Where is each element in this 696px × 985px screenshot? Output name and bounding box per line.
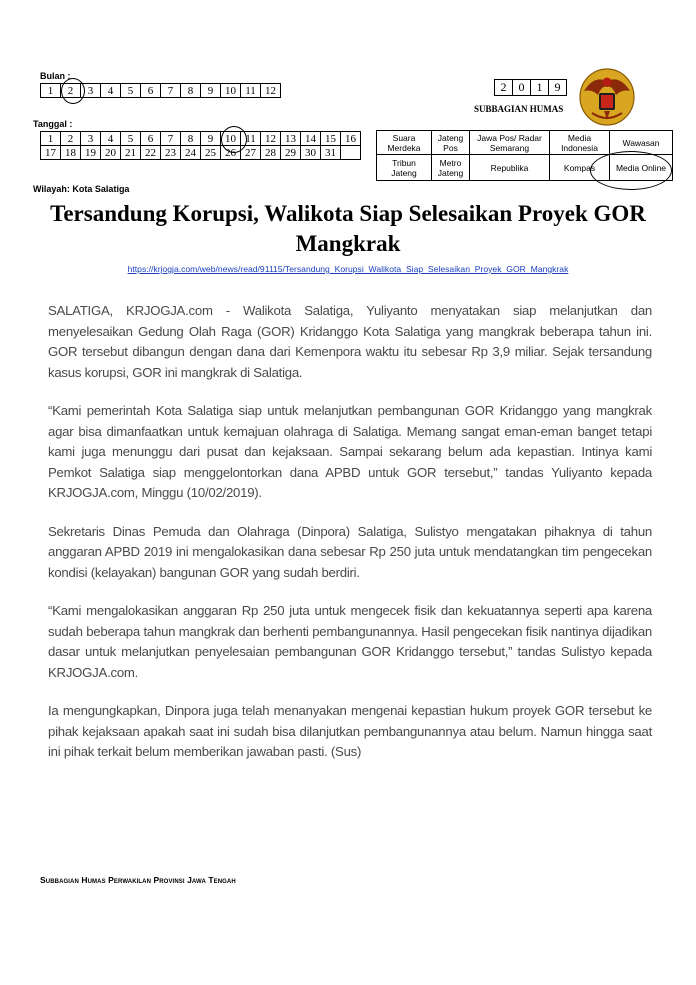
month-cell: 5 — [121, 84, 141, 98]
media-cell: Kompas — [550, 155, 610, 181]
article-title: Tersandung Korupsi, Walikota Siap Selesaikan Proyek GOR Mangkrak — [50, 201, 646, 256]
article-paragraph: Sekretaris Dinas Pemuda dan Olahraga (Dinpora) Salatiga, Sulistyo mengatakan pihaknya di tahun anggaran APBD 2019 ini mengalokasikan dana sebesar Rp 250 juta untuk mendatangkan tim pengecekan kondisi (kelayakan) bangunan GOR yang sudah berdiri. — [48, 523, 652, 580]
date-cell: 3 — [81, 132, 101, 146]
date-cell: 8 — [181, 132, 201, 146]
year-digit: 2 — [495, 80, 513, 96]
month-cell: 9 — [201, 84, 221, 98]
date-cell: 18 — [61, 146, 81, 160]
month-cell: 6 — [141, 84, 161, 98]
media-cell: Media Online — [610, 155, 673, 181]
date-cell: 30 — [301, 146, 321, 160]
selected-date-circle — [221, 126, 247, 153]
date-cell: 10 — [221, 132, 241, 146]
date-cell: 25 — [201, 146, 221, 160]
article-paragraph: Ia mengungkapkan, Dinpora juga telah menanyakan mengenai kepastian hukum proyek GOR tersebut ke pihak kejaksaan apakah saat ini sudah bisa dilanjutkan pembangunannya atau belum. Namun hingga saat ini pihak terkait belum memberikan jawaban pasti. (Sus) — [48, 703, 652, 759]
date-cell: 19 — [81, 146, 101, 160]
date-cell: 12 — [261, 132, 281, 146]
year-digit: 0 — [513, 80, 531, 96]
media-cell: Wawasan — [610, 131, 673, 155]
date-cell: 26 — [221, 146, 241, 160]
date-cell: 21 — [121, 146, 141, 160]
date-cell: 13 — [281, 132, 301, 146]
footer-text: Subbagian Humas Perwakilan Provinsi Jawa Tengah — [40, 875, 236, 885]
date-cell: 29 — [281, 146, 301, 160]
date-cell: 14 — [301, 132, 321, 146]
selected-media-circle — [590, 151, 672, 190]
date-cell: 22 — [141, 146, 161, 160]
media-cell: Jawa Pos/ Radar Semarang — [470, 131, 550, 155]
date-cell: 17 — [41, 146, 61, 160]
date-cell: 27 — [241, 146, 261, 160]
year-digit: 1 — [531, 80, 549, 96]
month-cell: 3 — [81, 84, 101, 98]
month-cell: 12 — [261, 84, 281, 98]
bulan-label: Bulan : — [40, 71, 71, 81]
date-cell: 31 — [321, 146, 341, 160]
date-cell: 6 — [141, 132, 161, 146]
media-cell: Media Indonesia — [550, 131, 610, 155]
date-cell — [341, 146, 361, 160]
date-cell: 4 — [101, 132, 121, 146]
article-paragraph: “Kami pemerintah Kota Salatiga siap untuk melanjutkan pembangunan GOR Kridanggo yang mangkrak agar bisa dimanfaatkan untuk kemajuan olahraga di Salatiga. Memang sangat eman-eman banget tetapi kami juga menunggu dari pusat dan kejaksaan. Sampai sekarang belum ada kepastian. Intinya kami Pemkot Salatiga siap menggelontorkan dana APBD untuk GOR tersebut,” tandas Yuliyanto kepada KRJOGJA.com, Minggu (10/02/2019). — [48, 403, 652, 500]
article-paragraph: SALATIGA, KRJOGJA.com - Walikota Salatiga, Yuliyanto menyatakan siap melanjutkan dan menyelesaikan Gedung Olah Raga (GOR) Kridanggo Kota Salatiga yang mangkrak beberapa tahun ini. GOR tersebut dibangun dengan dana dari Kemenpora waktu itu sebesar Rp 3,9 miliar. Sejak tersandung kasus korupsi, GOR ini mangkrak di Salatiga. — [48, 303, 652, 380]
date-cell: 24 — [181, 146, 201, 160]
media-cell: Tribun Jateng — [377, 155, 432, 181]
date-cell: 28 — [261, 146, 281, 160]
month-cell: 2 — [61, 84, 81, 98]
article-url[interactable]: https://krjogja.com/web/news/read/91115/Tersandung_Korupsi_Walikota_Siap_Selesaikan_Proyek_GOR_Mangkrak — [127, 264, 569, 274]
date-cell: 2 — [61, 132, 81, 146]
wilayah-label: Wilayah: Kota Salatiga — [33, 184, 130, 194]
date-cell: 20 — [101, 146, 121, 160]
date-cell: 7 — [161, 132, 181, 146]
month-cell: 10 — [221, 84, 241, 98]
date-cell: 1 — [41, 132, 61, 146]
date-cell: 15 — [321, 132, 341, 146]
date-cell: 16 — [341, 132, 361, 146]
date-grid — [40, 131, 361, 160]
month-cell: 4 — [101, 84, 121, 98]
media-cell: Republika — [470, 155, 550, 181]
tanggal-label: Tanggal : — [33, 119, 73, 129]
article-body — [48, 301, 652, 781]
month-cell: 11 — [241, 84, 261, 98]
media-cell: Jateng Pos — [432, 131, 470, 155]
month-cell: 1 — [41, 84, 61, 98]
month-cell: 7 — [161, 84, 181, 98]
date-cell: 23 — [161, 146, 181, 160]
date-cell: 9 — [201, 132, 221, 146]
article-paragraph: “Kami mengalokasikan anggaran Rp 250 juta untuk mengecek fisik dan kekuatannya seperti apa karena sudah beberapa tahun mangkrak dan berhenti pembangunannya. Hasil pengecekan fisik nantinya dijadikan dasar untuk melanjutkan penyelesaian pembangunan GOR Kridanggo tersebut,” tandas Sulistyo kepada KRJOGJA.com. — [48, 603, 652, 680]
year-digit: 9 — [549, 80, 567, 96]
month-cell: 8 — [181, 84, 201, 98]
garuda-emblem-icon — [578, 67, 636, 127]
subbagian-humas: SUBBAGIAN HUMAS — [474, 104, 564, 114]
date-cell: 11 — [241, 132, 261, 146]
year-box — [494, 79, 567, 96]
media-cell: Metro Jateng — [432, 155, 470, 181]
selected-month-circle — [61, 78, 85, 104]
media-cell: Suara Merdeka — [377, 131, 432, 155]
date-cell: 5 — [121, 132, 141, 146]
